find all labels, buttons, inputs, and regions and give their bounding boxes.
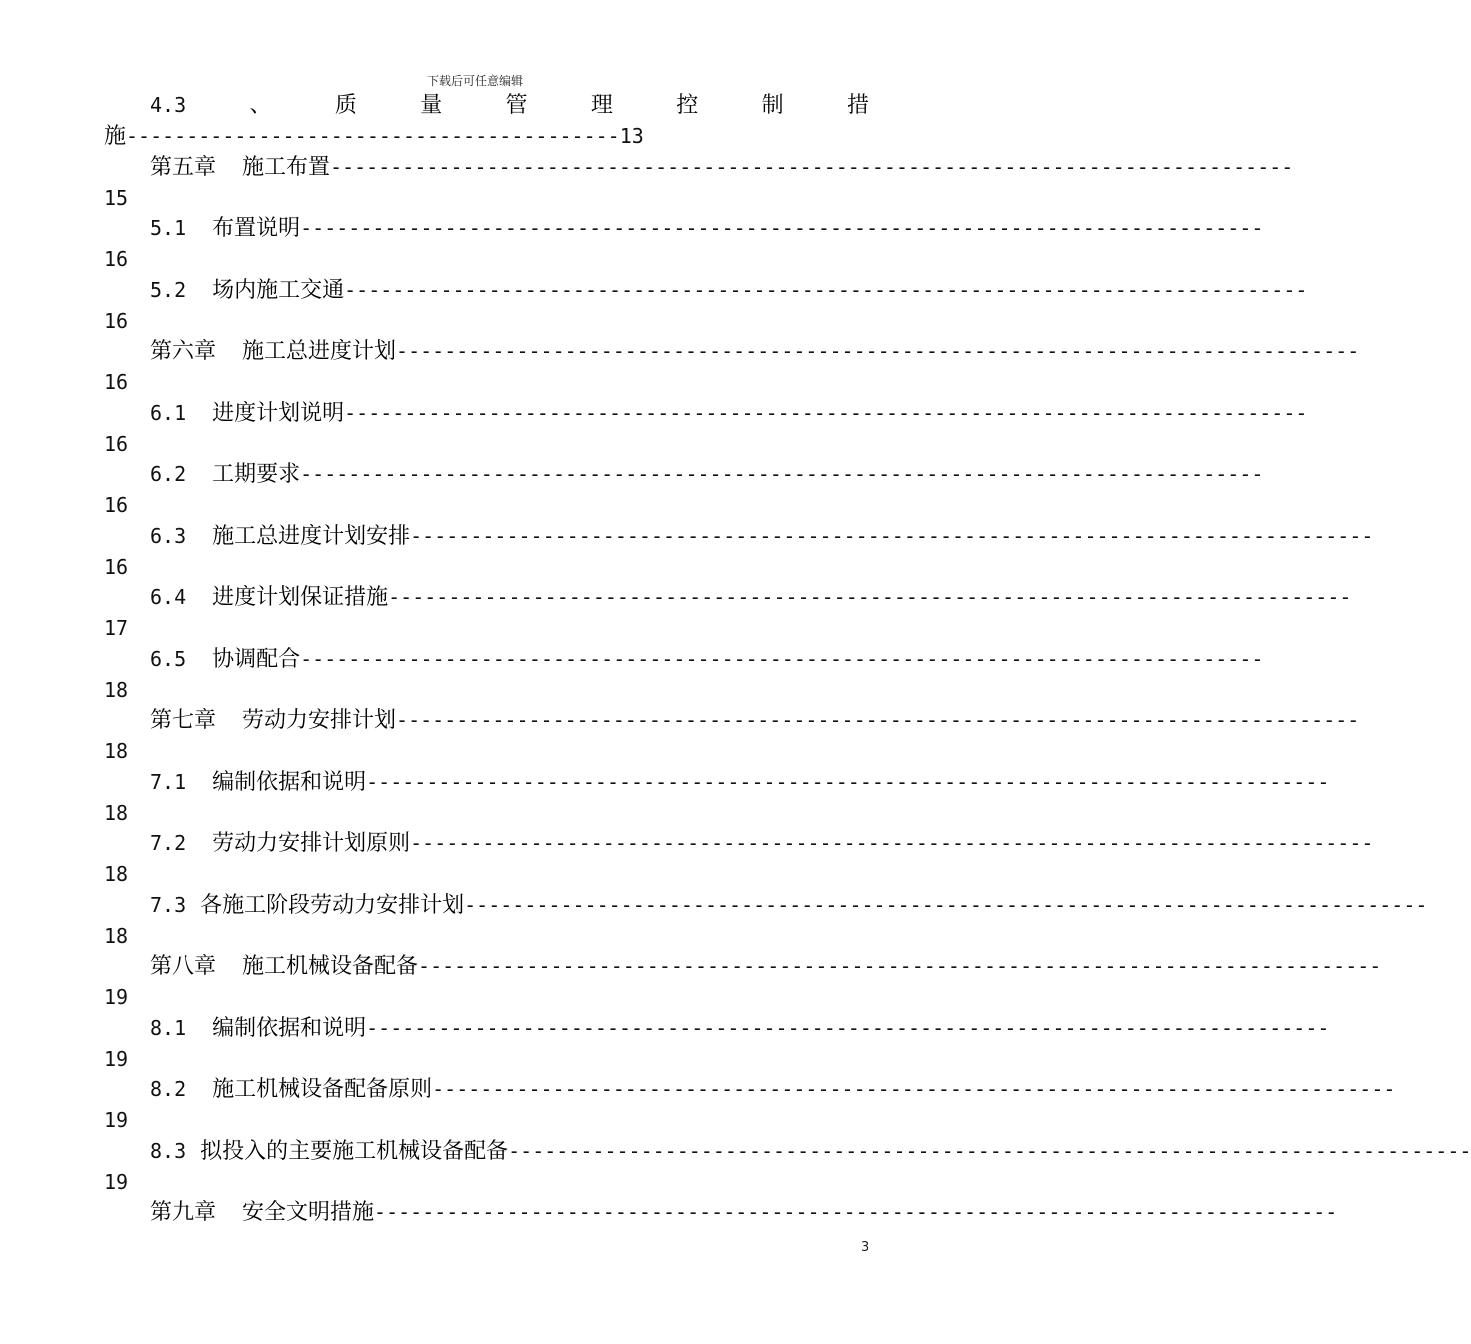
toc-entry-title: 进度计划说明	[212, 400, 345, 426]
toc-entry-title: 施工总进度计划安排	[212, 523, 411, 549]
toc-entry-title-char: 质	[334, 93, 357, 118]
toc-page-number: 15	[104, 185, 129, 210]
dot-leader: --------------------------------------------------------------------------------	[366, 769, 1330, 794]
toc-entry[interactable]	[104, 1013, 1330, 1075]
toc-entry-title: 进度计划保证措施	[212, 585, 389, 610]
dot-leader: --------------------------------------------------------------------------------	[396, 708, 1360, 732]
toc-entry[interactable]	[104, 459, 1264, 521]
toc-entry-heading	[104, 951, 1382, 982]
toc-entry-title: 劳动力安排计划原则	[212, 831, 411, 856]
toc-entry[interactable]	[104, 1197, 1338, 1228]
toc-page-number: 18	[104, 923, 129, 948]
dot-leader: --------------------------------------------------------------------------------	[464, 892, 1428, 917]
toc-entry-title: 施工总进度计划	[242, 339, 397, 364]
toc-page-number: 16	[104, 308, 129, 333]
toc-page-number: 13	[619, 124, 644, 148]
toc-entry-heading	[104, 705, 1360, 736]
toc-page-number: 16	[104, 554, 129, 579]
toc-entry-heading	[104, 336, 1360, 367]
dot-leader: --------------------------------------------------------------------------------	[344, 400, 1308, 425]
toc-entry-title-char: 管	[505, 93, 528, 118]
toc-entry-heading	[104, 521, 1374, 552]
toc-entry[interactable]	[104, 521, 1374, 583]
toc-page-number: 16	[104, 431, 129, 456]
toc-entry-number: 8.1	[150, 1015, 187, 1040]
dot-leader: --------------------------------------------------------------------------------	[418, 954, 1382, 978]
toc-entry[interactable]	[104, 828, 1374, 890]
toc-entry-heading	[104, 398, 1308, 429]
toc-entry-title: 编制依据和说明	[212, 1015, 367, 1041]
toc-page-number: 18	[104, 800, 129, 825]
dot-leader: -----------------------------------------	[126, 124, 620, 148]
toc-entry-title: 施工机械设备配备	[242, 954, 419, 979]
toc-page-number: 16	[104, 493, 129, 517]
dot-leader: --------------------------------------------------------------------------------	[388, 585, 1352, 609]
toc-entry[interactable]	[104, 1074, 1396, 1136]
toc-entry-title-char: 理	[590, 93, 613, 118]
toc-entry-number: 6.2	[150, 462, 187, 486]
toc-page-number: 18	[104, 677, 129, 702]
toc-entry-heading	[104, 644, 1264, 675]
toc-page-number: 16	[104, 247, 129, 271]
toc-entry-continuation	[104, 121, 869, 152]
toc-entry[interactable]	[104, 275, 1308, 337]
toc-entry-title-char: 控	[676, 93, 699, 118]
toc-entry-heading	[104, 890, 1428, 921]
toc-entry-number: 6.3	[150, 523, 187, 548]
toc-entry-number: 5.1	[150, 216, 187, 240]
dot-leader: --------------------------------------------------------------------------------	[374, 1200, 1338, 1224]
toc-entry-number: 4.3	[150, 93, 187, 117]
dot-leader: --------------------------------------------------------------------------------	[432, 1077, 1396, 1101]
toc-page-number: 19	[104, 985, 129, 1009]
toc-entry-title-char: 、	[249, 93, 272, 118]
toc-entry-heading	[104, 828, 1374, 859]
toc-entry-number: 第八章	[150, 954, 217, 979]
toc-entry-number: 6.4	[150, 585, 187, 609]
dot-leader: --------------------------------------------------------------------------------	[366, 1015, 1330, 1040]
page-header: 下载后可任意编辑	[426, 74, 523, 88]
toc-page-number: 17	[104, 616, 129, 640]
toc-entry-title: 施工布置	[242, 154, 331, 180]
toc-entry-heading	[104, 1074, 1396, 1105]
toc-entry-title: 协调配合	[212, 646, 301, 672]
toc-entry-number: 6.5	[150, 646, 187, 671]
toc-entry-number: 8.3	[150, 1138, 187, 1163]
toc-entry-number: 6.1	[150, 400, 187, 425]
toc-entry-number: 5.2	[150, 277, 187, 302]
toc-entry-title-char: 措	[846, 93, 869, 118]
toc-entry[interactable]	[104, 644, 1264, 706]
page-number: 3	[861, 1240, 870, 1255]
toc-entry-heading	[104, 1197, 1338, 1228]
toc-entry[interactable]	[104, 398, 1308, 460]
toc-entry-heading	[104, 275, 1308, 306]
toc-entry-number: 第九章	[150, 1200, 217, 1225]
toc-entry-title-char: 制	[761, 93, 784, 118]
toc-page-number: 19	[104, 1169, 129, 1194]
dot-leader: --------------------------------------------------------------------------------	[344, 277, 1308, 302]
dot-leader: --------------------------------------------------------------------------------	[396, 339, 1360, 363]
toc-entry-heading	[104, 582, 1352, 613]
toc-entry-heading	[104, 1136, 1471, 1167]
toc-entry-title: 安全文明措施	[242, 1200, 375, 1225]
toc-entry-number: 7.1	[150, 769, 187, 794]
toc-entry[interactable]	[104, 336, 1360, 398]
dot-leader: --------------------------------------------------------------------------------	[300, 646, 1264, 671]
toc-entry-title: 编制依据和说明	[212, 769, 367, 795]
toc-entry-number: 第六章	[150, 339, 217, 364]
toc-entry-title: 施工机械设备配备原则	[212, 1077, 433, 1102]
toc-page-number: 18	[104, 862, 129, 886]
toc-entry[interactable]	[104, 90, 869, 152]
toc-entry[interactable]	[104, 1136, 1471, 1198]
toc-entry[interactable]	[104, 890, 1428, 952]
toc-page-number: 19	[104, 1046, 129, 1071]
dot-leader: --------------------------------------------------------------------------------	[300, 462, 1264, 486]
toc-entry-heading	[104, 213, 1264, 244]
toc-entry-title: 劳动力安排计划	[242, 708, 397, 733]
toc-entry-title-char: 施	[104, 124, 127, 149]
table-of-contents	[104, 90, 1471, 1228]
toc-entry-number: 第五章	[150, 154, 217, 180]
toc-entry-number: 7.3	[150, 892, 187, 917]
dot-leader: --------------------------------------------------------------------------------	[410, 523, 1374, 548]
toc-entry-title: 工期要求	[212, 462, 301, 487]
toc-entry-number: 8.2	[150, 1077, 187, 1101]
toc-entry[interactable]	[104, 213, 1264, 275]
toc-page-number: 19	[104, 1108, 129, 1132]
toc-entry-heading	[104, 90, 869, 121]
toc-entry-title: 各施工阶段劳动力安排计划	[200, 892, 465, 918]
toc-page-number: 16	[104, 370, 129, 394]
toc-entry-number: 第七章	[150, 708, 217, 733]
dot-leader: --------------------------------------------------------------------------------	[410, 831, 1374, 855]
toc-entry-title: 场内施工交通	[212, 277, 345, 303]
toc-entry-heading	[104, 1013, 1330, 1044]
toc-entry-heading	[104, 459, 1264, 490]
toc-entry[interactable]	[104, 951, 1382, 1013]
toc-entry[interactable]	[104, 152, 1294, 214]
toc-page-number: 18	[104, 739, 129, 763]
toc-entry-title-char: 量	[420, 93, 443, 118]
dot-leader: --------------------------------------------------------------------------------	[300, 216, 1264, 240]
toc-entry-title: 布置说明	[212, 216, 301, 241]
dot-leader: --------------------------------------------------------------------------------	[330, 154, 1294, 179]
toc-entry[interactable]	[104, 767, 1330, 829]
toc-entry-title: 拟投入的主要施工机械设备配备	[200, 1138, 509, 1164]
toc-entry[interactable]	[104, 582, 1352, 644]
dot-leader: --------------------------------------------------------------------------------	[508, 1138, 1471, 1163]
toc-list	[104, 152, 1471, 1229]
toc-entry[interactable]	[104, 705, 1360, 767]
toc-entry-heading	[104, 152, 1294, 183]
toc-entry-heading	[104, 767, 1330, 798]
toc-entry-number: 7.2	[150, 831, 187, 855]
